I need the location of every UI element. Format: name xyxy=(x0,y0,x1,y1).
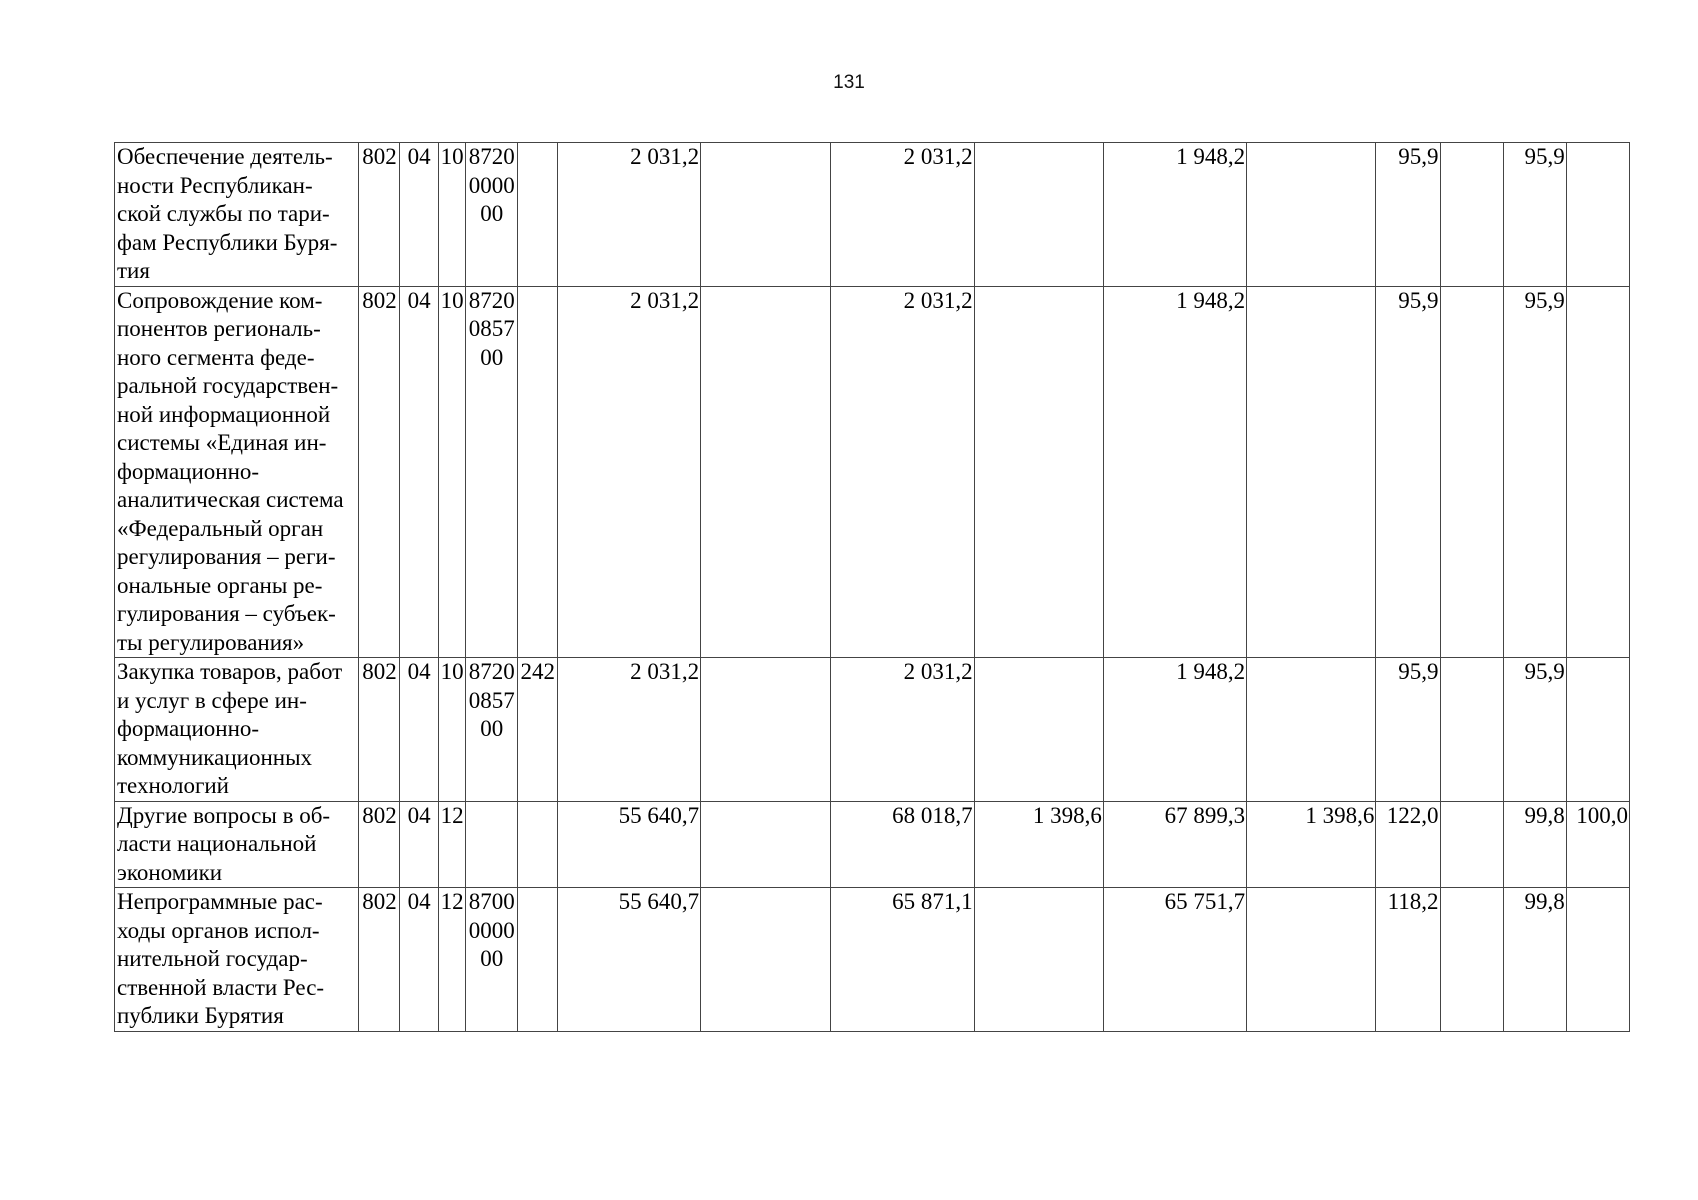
value-cell xyxy=(1247,143,1376,287)
percent-cell xyxy=(1440,143,1503,287)
budget-table xyxy=(114,142,1630,1032)
value-cell: 2 031,2 xyxy=(831,143,974,287)
percent-cell xyxy=(1566,888,1629,1032)
value-cell: 55 640,7 xyxy=(557,801,700,888)
percent-cell xyxy=(1566,143,1629,287)
value-cell xyxy=(701,888,831,1032)
ministry-code: 802 xyxy=(359,801,399,888)
value-cell xyxy=(701,286,831,658)
section-code: 04 xyxy=(399,286,438,658)
budget-item-name: Обеспечение деятель- ности Республикан- ской службы по тари- фам Республики Буря- тия xyxy=(115,143,359,287)
table-row xyxy=(115,801,1630,888)
value-cell: 1 948,2 xyxy=(1103,143,1246,287)
value-cell: 2 031,2 xyxy=(557,143,700,287)
percent-cell xyxy=(1440,286,1503,658)
value-cell xyxy=(1247,888,1376,1032)
budget-item-name: Закупка товаров, работ и услуг в сфере ин- формационно- коммуникационных технологий xyxy=(115,658,359,802)
target-article-code: 8720 0857 00 xyxy=(465,286,517,658)
value-cell: 67 899,3 xyxy=(1103,801,1246,888)
value-cell: 55 640,7 xyxy=(557,888,700,1032)
percent-cell: 95,9 xyxy=(1376,658,1440,802)
value-cell xyxy=(974,888,1103,1032)
value-cell: 65 871,1 xyxy=(831,888,974,1032)
value-cell xyxy=(974,143,1103,287)
section-code: 04 xyxy=(399,658,438,802)
percent-cell: 95,9 xyxy=(1376,143,1440,287)
subsection-code: 10 xyxy=(438,143,465,287)
value-cell: 2 031,2 xyxy=(557,286,700,658)
target-article-code xyxy=(465,801,517,888)
percent-cell xyxy=(1440,801,1503,888)
target-article-code: 8700 0000 00 xyxy=(465,888,517,1032)
value-cell: 68 018,7 xyxy=(831,801,974,888)
value-cell: 2 031,2 xyxy=(557,658,700,802)
budget-item-name: Другие вопросы в об- ласти национальной экономики xyxy=(115,801,359,888)
ministry-code: 802 xyxy=(359,888,399,1032)
value-cell xyxy=(701,658,831,802)
value-cell: 65 751,7 xyxy=(1103,888,1246,1032)
value-cell: 1 398,6 xyxy=(974,801,1103,888)
budget-item-name: Непрограммные рас- ходы органов испол- нительной государ- ственной власти Рес- публики Бурятия xyxy=(115,888,359,1032)
percent-cell: 122,0 xyxy=(1376,801,1440,888)
target-article-code: 8720 0857 00 xyxy=(465,658,517,802)
subsection-code: 10 xyxy=(438,658,465,802)
section-code: 04 xyxy=(399,888,438,1032)
page-number: 131 xyxy=(833,72,865,93)
expense-type-code xyxy=(517,143,557,287)
value-cell xyxy=(701,143,831,287)
value-cell: 2 031,2 xyxy=(831,286,974,658)
table-row xyxy=(115,658,1630,802)
percent-cell: 95,9 xyxy=(1503,658,1566,802)
table-row xyxy=(115,286,1630,658)
section-code: 04 xyxy=(399,143,438,287)
expense-type-code xyxy=(517,888,557,1032)
percent-cell: 95,9 xyxy=(1503,143,1566,287)
value-cell: 1 948,2 xyxy=(1103,286,1246,658)
ministry-code: 802 xyxy=(359,658,399,802)
subsection-code: 12 xyxy=(438,888,465,1032)
expense-type-code: 242 xyxy=(517,658,557,802)
expense-type-code xyxy=(517,801,557,888)
value-cell xyxy=(974,658,1103,802)
value-cell: 1 948,2 xyxy=(1103,658,1246,802)
budget-item-name: Сопровождение ком- понентов региональ- ного сегмента феде- ральной государствен- ной информационной системы «Единая ин- формационно- аналитическая система «Федеральный орган регулирования – реги- ональные органы ре- гулирования – субъек- ты регулирования» xyxy=(115,286,359,658)
percent-cell xyxy=(1566,286,1629,658)
ministry-code: 802 xyxy=(359,143,399,287)
ministry-code: 802 xyxy=(359,286,399,658)
table-row xyxy=(115,143,1630,287)
subsection-code: 12 xyxy=(438,801,465,888)
subsection-code: 10 xyxy=(438,286,465,658)
percent-cell: 99,8 xyxy=(1503,801,1566,888)
section-code: 04 xyxy=(399,801,438,888)
value-cell xyxy=(1247,286,1376,658)
value-cell xyxy=(974,286,1103,658)
percent-cell: 99,8 xyxy=(1503,888,1566,1032)
table-row xyxy=(115,888,1630,1032)
value-cell: 1 398,6 xyxy=(1247,801,1376,888)
percent-cell xyxy=(1566,658,1629,802)
percent-cell: 95,9 xyxy=(1503,286,1566,658)
value-cell xyxy=(1247,658,1376,802)
percent-cell xyxy=(1440,888,1503,1032)
percent-cell xyxy=(1440,658,1503,802)
value-cell: 2 031,2 xyxy=(831,658,974,802)
expense-type-code xyxy=(517,286,557,658)
percent-cell: 100,0 xyxy=(1566,801,1629,888)
percent-cell: 118,2 xyxy=(1376,888,1440,1032)
percent-cell: 95,9 xyxy=(1376,286,1440,658)
value-cell xyxy=(701,801,831,888)
target-article-code: 8720 0000 00 xyxy=(465,143,517,287)
